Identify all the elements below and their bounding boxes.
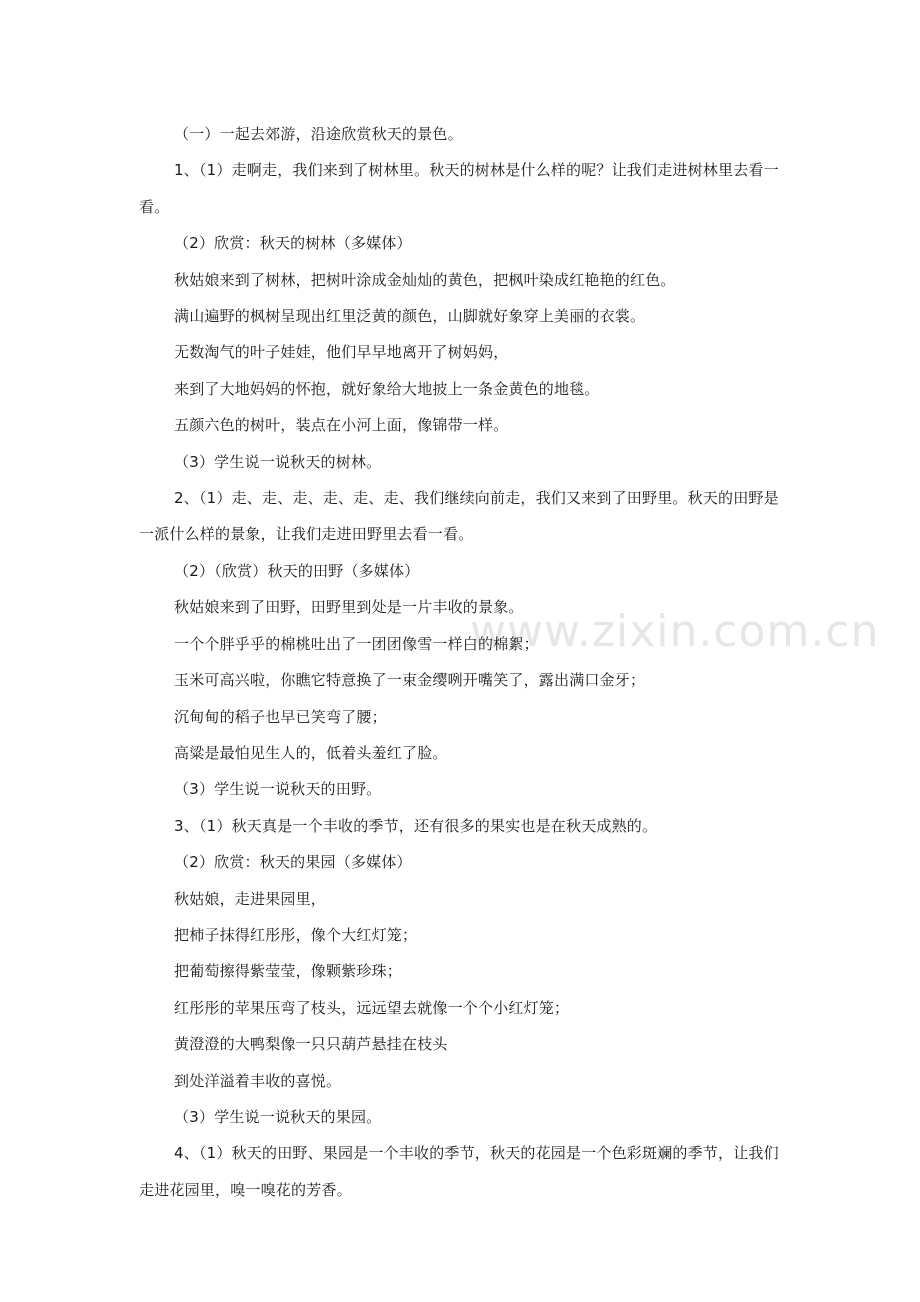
paragraph-line: 3、（1）秋天真是一个丰收的季节，还有很多的果实也是在秋天成熟的。 (174, 816, 658, 835)
paragraph-line: （3）学生说一说秋天的果园。 (174, 1107, 382, 1126)
paragraph-line: 到处洋溢着丰收的喜悦。 (174, 1071, 342, 1090)
paragraph-line: 五颜六色的树叶，装点在小河上面，像锦带一样。 (174, 416, 509, 435)
paragraph-line: 1、（1）走啊走，我们来到了树林里。秋天的树林是什么样的呢？让我们走进树林里去看一看。 (139, 161, 779, 216)
paragraph-line: 高粱是最怕见生人的，低着头羞红了脸。 (174, 743, 448, 762)
paragraph-line: 把葡萄擦得紫莹莹，像颗紫珍珠； (174, 962, 403, 981)
paragraph-line: （2）（欣赏）秋天的田野（多媒体） (174, 561, 420, 580)
paragraph-line: （一）一起去郊游，沿途欣赏秋天的景色。 (174, 125, 463, 143)
paragraph-line: （3）学生说一说秋天的树林。 (174, 452, 382, 471)
watermark-text: www.zixin.com.cn (470, 606, 880, 657)
paragraph-line: 4、（1）秋天的田野、果园是一个丰收的季节，秋天的花园是一个色彩斑斓的季节，让我们走进花园里，嗅一嗅花的芳香。 (139, 1144, 779, 1199)
paragraph-line: （3）学生说一说秋天的田野。 (174, 780, 382, 799)
paragraph-line: 红彤彤的苹果压弯了枝头，远远望去就像一个个小红灯笼； (174, 998, 570, 1017)
paragraph-line: 秋姑娘来到了树林，把树叶涂成金灿灿的黄色，把枫叶染成红艳艳的红色。 (174, 270, 676, 289)
paragraph-line: 2、（1）走、走、走、走、走、走、我们继续向前走，我们又来到了田野里。秋天的田野是一派什么样的景象，让我们走进田野里去看一看。 (139, 489, 779, 544)
paragraph-line: 一个个胖乎乎的棉桃吐出了一团团像雪一样白的棉絮； (174, 634, 539, 653)
paragraph-line: （2）欣赏：秋天的果园（多媒体） (174, 853, 412, 872)
paragraph-line: 无数淘气的叶子娃娃，他们早早地离开了树妈妈， (174, 343, 509, 362)
paragraph-line: （2）欣赏：秋天的树林（多媒体） (174, 234, 412, 253)
paragraph-line: 秋姑娘，走进果园里， (174, 889, 327, 908)
paragraph-line: 秋姑娘来到了田野，田野里到处是一片丰收的景象。 (174, 598, 524, 617)
paragraph-line: 满山遍野的枫树呈现出红里泛黄的颜色，山脚就好象穿上美丽的衣裳。 (174, 307, 646, 326)
paragraph-line: 来到了大地妈妈的怀抱，就好象给大地披上一条金黄色的地毯。 (174, 379, 600, 398)
paragraph-line: 黄澄澄的大鸭梨像一只只葫芦悬挂在枝头 (174, 1035, 448, 1054)
document-body (139, 116, 789, 1208)
paragraph-line: 沉甸甸的稻子也早已笑弯了腰； (174, 707, 387, 726)
paragraph-line: 把柿子抹得红彤彤，像个大红灯笼； (174, 925, 418, 944)
paragraph-line: 玉米可高兴啦，你瞧它特意换了一束金缨咧开嘴笑了，露出满口金牙； (174, 671, 646, 690)
